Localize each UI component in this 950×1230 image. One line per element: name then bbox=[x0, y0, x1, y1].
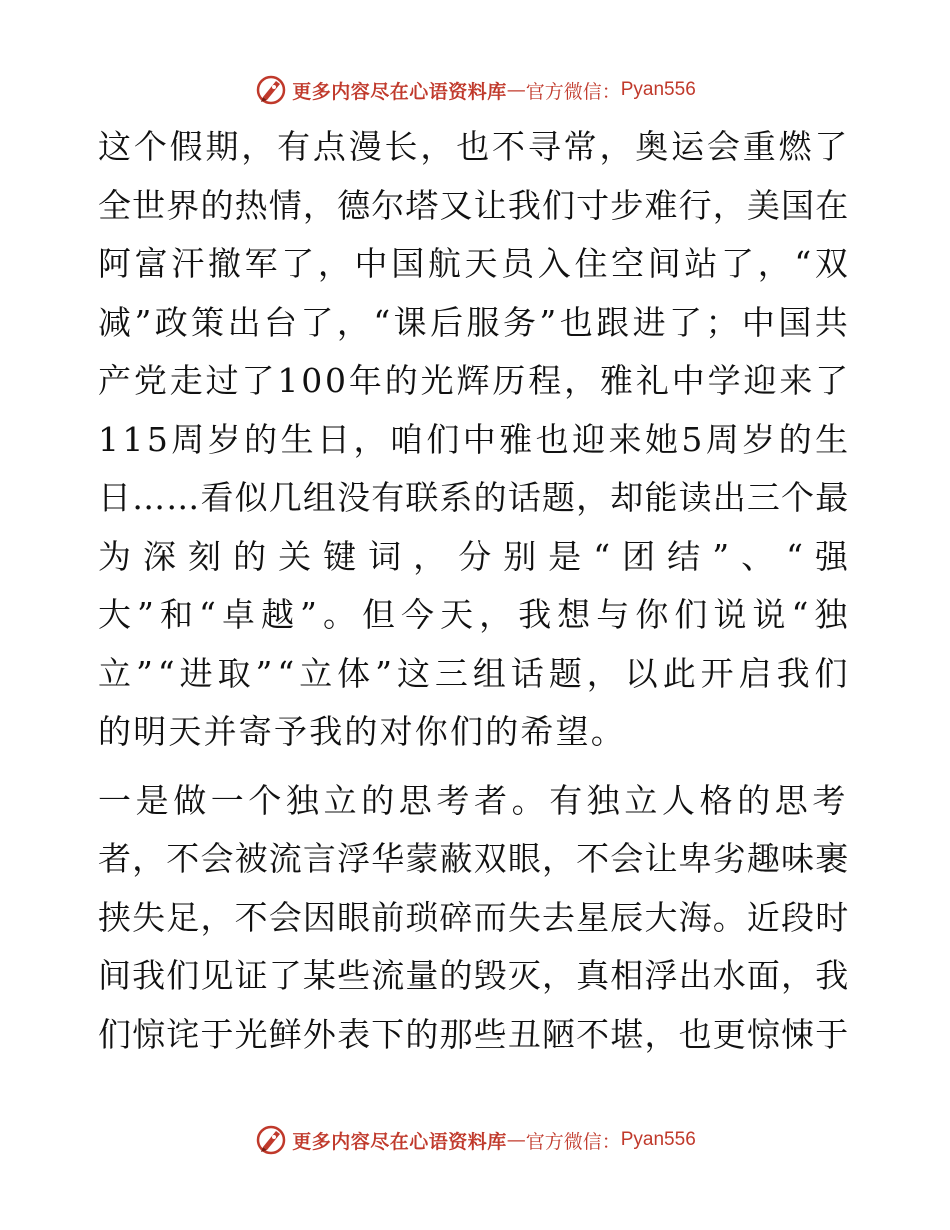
text-line: 全世界的热情，德尔塔又让我们寸步难行，美国在 bbox=[98, 185, 850, 225]
text-line: 挟失足，不会因眼前琐碎而失去星辰大海。近段时 bbox=[98, 897, 850, 937]
watermark-account: Pyan556 bbox=[620, 79, 696, 100]
text-line: 这个假期，有点漫长，也不寻常，奥运会重燃了 bbox=[98, 127, 851, 166]
watermark-label: 官方微信： bbox=[525, 80, 621, 103]
watermark-dash: — bbox=[506, 1129, 526, 1151]
footer-watermark bbox=[0, 1122, 950, 1158]
text-line: 为深刻的关键词，分别是“团结”、“强 bbox=[98, 536, 861, 576]
text-line: 一是做一个独立的思考者。有独立人格的思考 bbox=[98, 780, 850, 820]
watermark-brand: 更多内容尽在心语资料库 bbox=[292, 1130, 507, 1153]
text-line: 阿富汗撤军了，中国航天员入住空间站了，“双 bbox=[98, 244, 852, 283]
paragraph-2 bbox=[98, 772, 850, 1065]
text-line: 者，不会被流言浮华蒙蔽双眼，不会让卑劣趣味裹 bbox=[98, 839, 850, 878]
text-line: 减”政策出台了，“课后服务”也跟进了；中国共 bbox=[98, 302, 852, 342]
text-line: 间我们见证了某些流量的毁灭，真相浮出水面，我 bbox=[98, 956, 850, 995]
text-line: 大”和“卓越”。但今天，我想与你们说说“独 bbox=[98, 595, 854, 634]
pen-logo-icon bbox=[254, 1123, 288, 1157]
watermark-label: 官方微信： bbox=[525, 1130, 621, 1153]
watermark-account: Pyan556 bbox=[620, 1129, 696, 1150]
text-line: 立”“进取”“立体”这三组话题，以此开启我们 bbox=[98, 653, 853, 693]
watermark-brand: 更多内容尽在心语资料库 bbox=[292, 80, 507, 103]
watermark-dash: — bbox=[506, 79, 526, 101]
text-line: 日……看似几组没有联系的话题，却能读出三个最 bbox=[98, 478, 850, 517]
text-line: 的明天并寄予我的对你们的希望。 bbox=[98, 712, 626, 751]
text-line: 产党走过了100年的光辉历程，雅礼中学迎来了 bbox=[98, 361, 852, 400]
document-body bbox=[98, 118, 861, 1064]
text-line: 们惊诧于光鲜外表下的那些丑陋不堪，也更惊悚于 bbox=[98, 1014, 850, 1054]
paragraph-1 bbox=[98, 118, 861, 762]
pen-logo-icon bbox=[254, 73, 288, 107]
text-line: 115周岁的生日，咱们中雅也迎来她5周岁的生 bbox=[98, 419, 852, 459]
header-watermark bbox=[0, 72, 950, 108]
